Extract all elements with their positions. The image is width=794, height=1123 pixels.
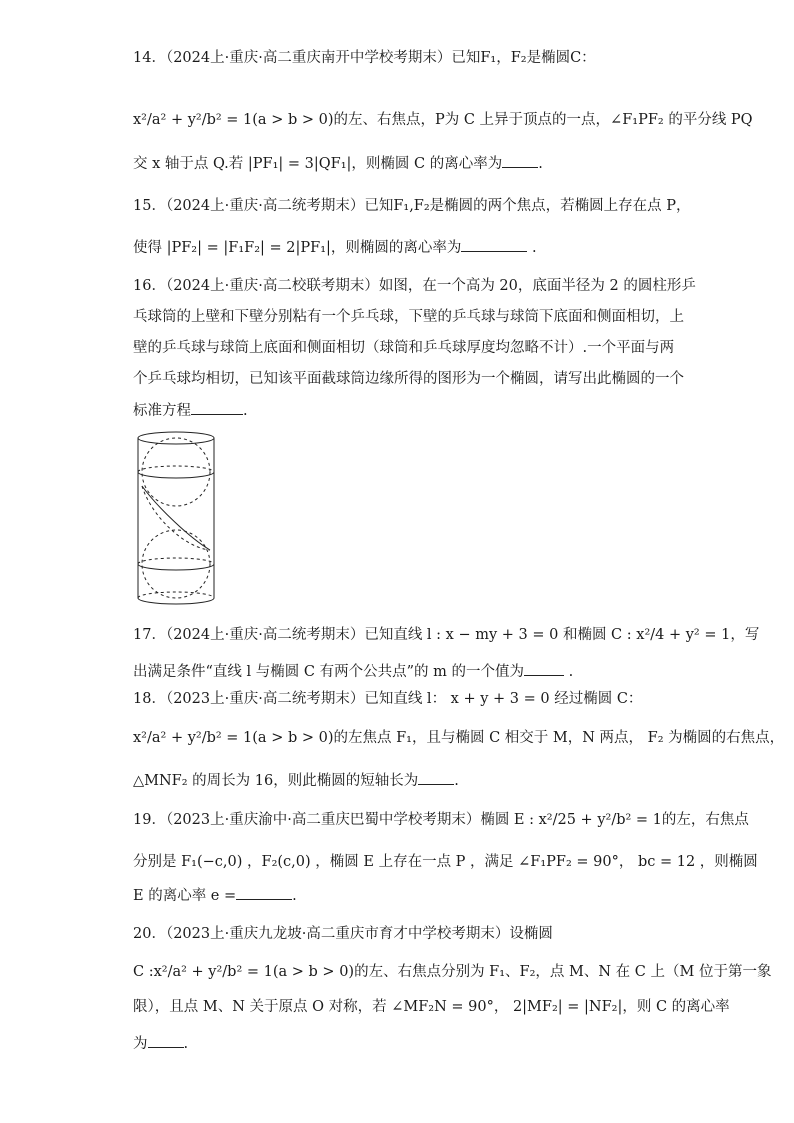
q15-line-2: 使得 |PF₂| = |F₁F₂| = 2|PF₁|，则椭圆的离心率为 . <box>133 237 537 258</box>
q15-line-2-text: 使得 |PF₂| = |F₁F₂| = 2|PF₁|，则椭圆的离心率为 <box>133 240 462 256</box>
q16-line-3: 壁的乒乓球与球筒上底面和侧面相切（球筒和乒乓球厚度均忽略不计）.一个平面与两 <box>133 340 675 356</box>
q17-ellipse-equation: x²/4 + y² = 1 <box>636 627 731 643</box>
q18-ellipse-equation: x²/a² + y²/b² = 1(a > b > 0) <box>133 730 334 746</box>
q17-line-1-end: ，写 <box>730 627 760 643</box>
q19-line-1-text: 19．（2023上·重庆渝中·高二重庆巴蜀中学校考期末）椭圆 E : <box>133 812 535 828</box>
cylinder-figure <box>128 428 224 608</box>
q17-line-1-text: 17．（2024上·重庆·高二统考期末）已知直线 l : x − my + 3 = 0 和椭圆 C : <box>133 627 632 643</box>
q20-line-4-text: 为 <box>133 1036 148 1052</box>
q18-line-1: 18．（2023上·重庆·高二统考期末）已知直线 l： x + y + 3 = 0 经过椭圆 C： <box>133 691 643 707</box>
answer-blank[interactable] <box>524 661 564 676</box>
q18-line-3-text: △MNF₂ 的周长为 16，则此椭圆的短轴长为 <box>133 773 419 789</box>
q14-line-3-text: 交 x 轴于点 Q.若 |PF₁| = 3|QF₁|，则椭圆 C 的离心率为 <box>133 156 503 172</box>
q19-line-3-text: E 的离心率 e = <box>133 888 237 904</box>
q19-line-3: E 的离心率 e = . <box>133 885 297 906</box>
answer-blank[interactable] <box>191 400 243 415</box>
q20-line-2 <box>133 962 771 982</box>
q19-line-2: 分别是 F₁(−c,0) ，F₂(c,0) ，椭圆 E 上存在一点 P ，满足 ∠F₁PF₂ = 90°， bc = 12 ，则椭圆 <box>133 854 758 870</box>
answer-blank[interactable] <box>236 885 292 900</box>
q20-line-2-label: C : <box>133 964 154 980</box>
q14-line-2 <box>133 110 753 130</box>
q20-line-2-text: 的左、右焦点分别为 F₁、F₂，点 M、N 在 C 上（M 位于第一象 <box>354 964 772 980</box>
q20-ellipse-equation: x²/a² + y²/b² = 1(a > b > 0) <box>153 964 355 980</box>
answer-blank[interactable] <box>418 770 454 785</box>
q18-line-3: △MNF₂ 的周长为 16，则此椭圆的短轴长为 . <box>133 770 459 791</box>
q18-line-2 <box>133 728 784 748</box>
q19-line-1 <box>133 810 749 830</box>
q20-line-3: 限），且点 M、N 关于原点 O 对称，若 ∠MF₂N = 90°， 2|MF₂| = |NF₂|，则 C 的离心率 <box>133 999 730 1015</box>
q20-line-1: 20．（2023上·重庆九龙坡·高二重庆市育才中学校考期末）设椭圆 <box>133 926 553 942</box>
q19-line-1-end: 的左，右焦点 <box>661 812 749 828</box>
q16-line-5: 标准方程 . <box>133 400 248 421</box>
answer-blank[interactable] <box>461 237 527 252</box>
q16-line-5-text: 标准方程 <box>133 403 191 419</box>
q14-line-1: 14．（2024上·重庆·高二重庆南开中学校考期末）已知F₁，F₂是椭圆C： <box>133 50 596 66</box>
q17-line-2-text: 出满足条件“直线 l 与椭圆 C 有两个公共点”的 m 的一个值为 <box>133 664 524 680</box>
answer-blank[interactable] <box>148 1033 184 1048</box>
q17-line-2: 出满足条件“直线 l 与椭圆 C 有两个公共点”的 m 的一个值为 . <box>133 661 573 682</box>
q17-line-1 <box>133 625 759 645</box>
q16-line-4: 个乒乓球均相切，已知该平面截球筒边缘所得的图形为一个椭圆，请写出此椭圆的一个 <box>133 371 684 387</box>
q14-line-2-text: 的左、右焦点，P为 C 上异于顶点的一点，∠F₁PF₂ 的平分线 PQ <box>333 112 753 128</box>
q20-line-4: 为 . <box>133 1033 188 1054</box>
q14-ellipse-equation: x²/a² + y²/b² = 1(a > b > 0) <box>133 112 334 128</box>
q16-line-2: 乓球筒的上壁和下壁分别粘有一个乒乓球，下壁的乒乓球与球筒下底面和侧面相切，上 <box>133 309 684 325</box>
q15-line-1: 15．（2024上·重庆·高二统考期末）已知F₁,F₂是椭圆的两个焦点，若椭圆上存在点 P， <box>133 198 691 214</box>
q16-line-1: 16．（2024上·重庆·高二校联考期末）如图，在一个高为 20，底面半径为 2 的圆柱形乒 <box>133 278 696 294</box>
q19-ellipse-equation: x²/25 + y²/b² = 1 <box>538 812 662 828</box>
answer-blank[interactable] <box>502 153 538 168</box>
q18-line-2-text: 的左焦点 F₁，且与椭圆 C 相交于 M，N 两点， F₂ 为椭圆的右焦点， <box>333 730 785 746</box>
q14-line-3: 交 x 轴于点 Q.若 |PF₁| = 3|QF₁|，则椭圆 C 的离心率为 . <box>133 153 543 174</box>
